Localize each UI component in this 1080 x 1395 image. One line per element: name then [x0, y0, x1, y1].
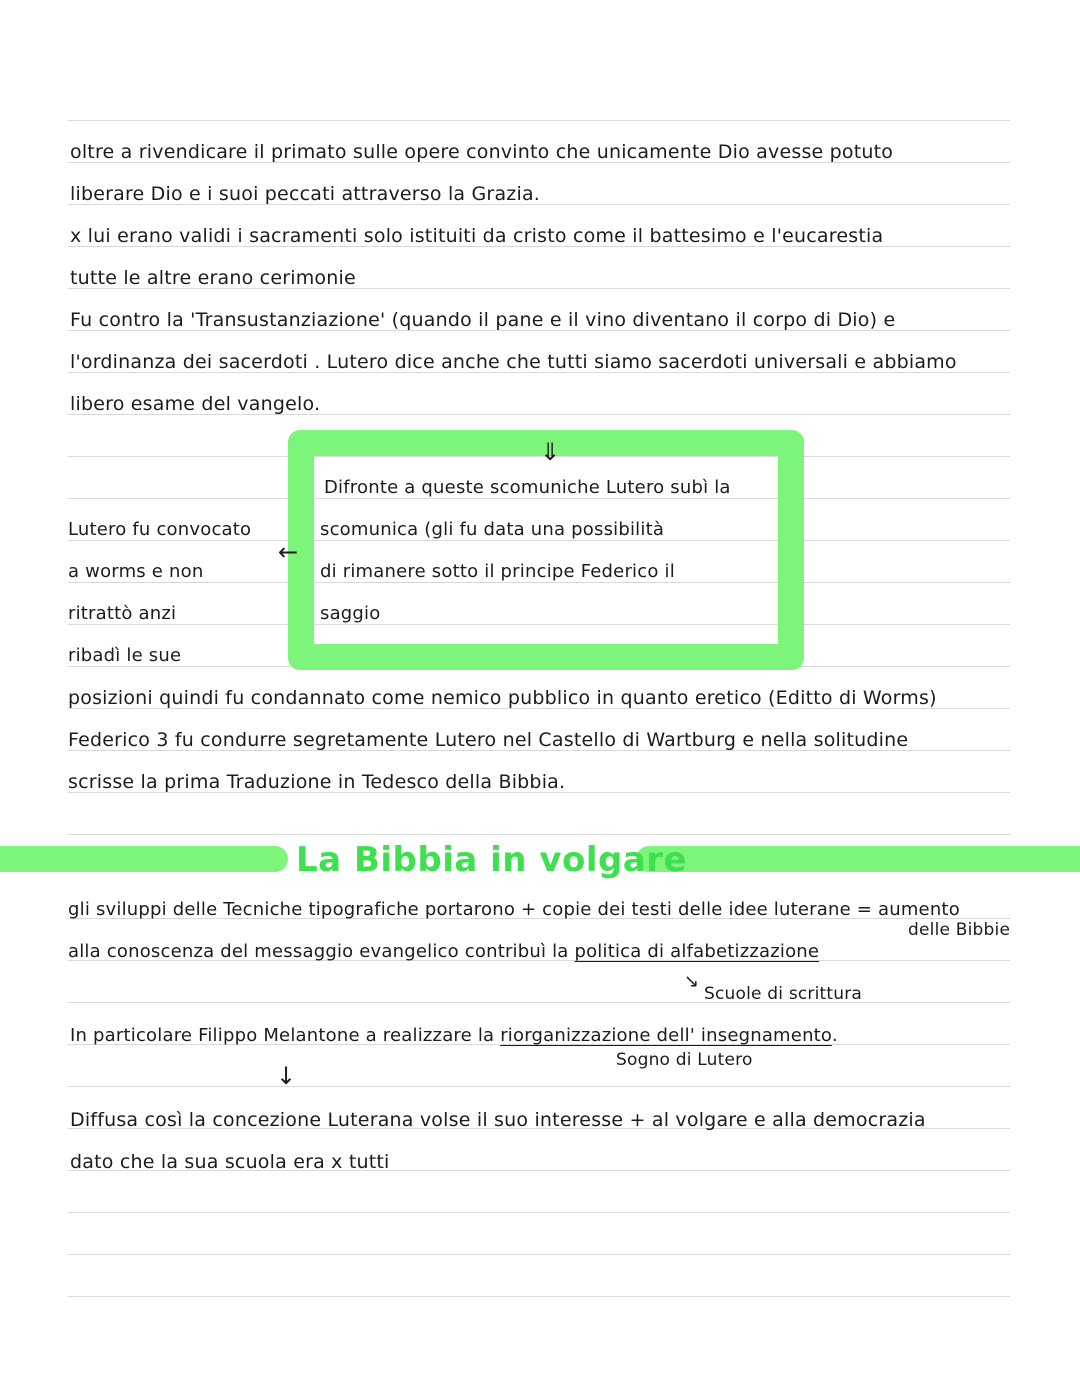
side-text-line: a worms e non: [68, 561, 204, 582]
text-line: liberare Dio e i suoi peccati attraverso la Grazia.: [70, 183, 541, 205]
side-text-line: ribadì le sue: [68, 645, 182, 666]
margin-note: delle Bibbie: [908, 920, 1011, 940]
ruled-line: [68, 1002, 1010, 1003]
text-line: libero esame del vangelo.: [70, 393, 321, 415]
arrow-left-icon: ←: [278, 538, 299, 566]
text-line: Federico 3 fu condurre segretamente Lutero nel Castello di Wartburg e nella solitudine: [68, 729, 909, 751]
text-segment: In particolare Filippo Melantone a realizzare la: [70, 1025, 501, 1046]
arrow-down-icon: ↓: [276, 1062, 297, 1090]
text-line: [70, 1024, 838, 1048]
ruled-line: [68, 120, 1010, 121]
text-line: l'ordinanza dei sacerdoti . Lutero dice anche che tutti siamo sacerdoti universali e abbiamo: [70, 351, 957, 373]
annotation-note: Scuole di scrittura: [704, 984, 863, 1004]
box-text-line: scomunica (gli fu data una possibilità: [320, 519, 665, 540]
text-line: gli sviluppi delle Tecniche tipografiche portarono + copie dei testi delle idee luterane = aumento: [68, 899, 960, 920]
text-line: oltre a rivendicare il primato sulle opere convinto che unicamente Dio avesse potuto: [70, 141, 894, 163]
box-text-line: di rimanere sotto il principe Federico il: [320, 561, 675, 582]
ruled-line: [68, 834, 1010, 835]
arrow-down-icon: ⇓: [540, 438, 561, 466]
arrow-diagonal-icon: ↘: [684, 971, 700, 992]
text-line: tutte le altre erano cerimonie: [70, 267, 356, 289]
text-segment: alla conoscenza del messaggio evangelico contribuì la: [68, 941, 575, 962]
text-line: dato che la sua scuola era x tutti: [70, 1151, 390, 1173]
underlined-term: politica di alfabetizzazione: [574, 941, 820, 962]
highlight-box: [288, 430, 804, 670]
text-line: [68, 940, 819, 964]
text-line: posizioni quindi fu condannato come nemico pubblico in quanto eretico (Editto di Worms): [68, 687, 937, 709]
heading-highlight-right: [636, 846, 1080, 872]
heading-highlight-left: [0, 846, 288, 872]
section-heading: La Bibbia in volgare: [296, 840, 688, 880]
ruled-line: [68, 1254, 1010, 1255]
box-text-line: Difronte a queste scomuniche Lutero subì la: [324, 477, 731, 498]
side-text-line: Lutero fu convocato: [68, 519, 252, 540]
box-text-line: saggio: [320, 603, 381, 624]
text-line: Diffusa così la concezione Luterana volse il suo interesse + al volgare e alla democrazia: [70, 1109, 926, 1131]
underlined-term: riorganizzazione dell' insegnamento: [500, 1025, 832, 1046]
text-line: Fu contro la 'Transustanziazione' (quando il pane e il vino diventano il corpo di Dio) e: [70, 309, 896, 331]
ruled-line: [68, 1212, 1010, 1213]
text-segment: .: [831, 1025, 838, 1046]
ruled-line: [68, 1296, 1010, 1297]
ruled-line: [68, 1086, 1010, 1087]
text-line: x lui erano validi i sacramenti solo istituiti da cristo come il battesimo e l'eucarestia: [70, 225, 884, 247]
text-line: scrisse la prima Traduzione in Tedesco della Bibbia.: [68, 771, 566, 793]
side-text-line: ritrattò anzi: [68, 603, 177, 624]
annotation-note: Sogno di Lutero: [616, 1050, 753, 1070]
